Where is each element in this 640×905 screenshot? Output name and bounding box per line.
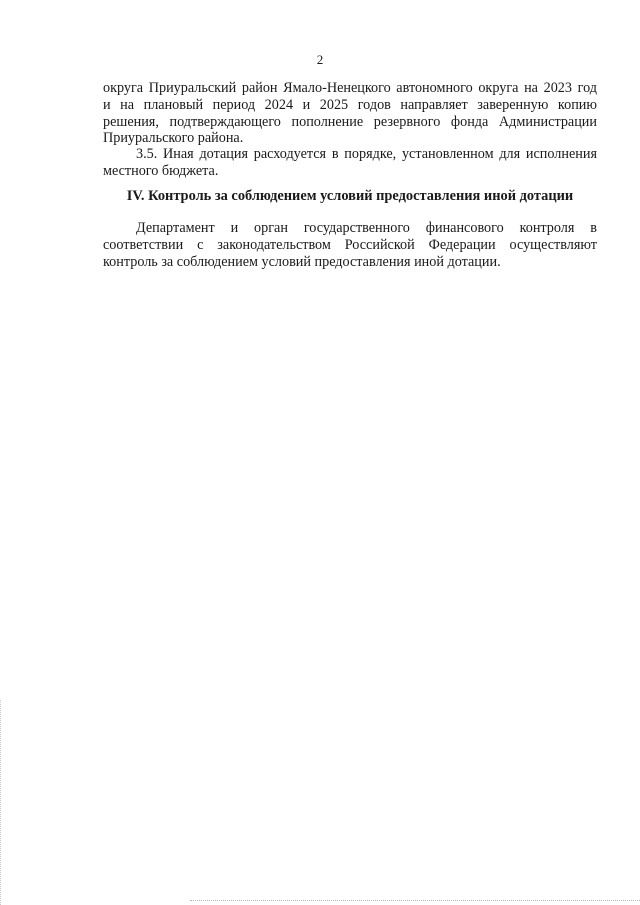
paragraph-line: 3.5. Иная дотация расходуется в порядке, установленном для исполнения [136, 146, 597, 162]
paragraph-3-5 [103, 146, 597, 180]
section-heading: IV. Контроль за соблюдением условий предоставления иной дотации [126, 188, 574, 204]
scan-edge-bottom [190, 900, 640, 903]
paragraph-line: соответствии с законодательством Российской Федерации осуществляют [103, 236, 597, 253]
paragraph-reserve-fund [103, 80, 597, 147]
paragraph-line: решения, подтверждающего пополнение резервного фонда Администрации [103, 113, 597, 130]
paragraph-line: контроль за соблюдением условий предоставления иной дотации. [103, 253, 501, 270]
paragraph-line: округа Приуральский район Ямало-Ненецкого автономного округа на 2023 год [103, 80, 597, 96]
paragraph-line: Департамент и орган государственного финансового контроля в [136, 220, 597, 236]
scan-edge-left [0, 700, 3, 905]
paragraph-line: и на плановый период 2024 и 2025 годов направляет заверенную копию [103, 96, 597, 113]
paragraph-line: местного бюджета. [103, 163, 219, 179]
paragraph-line: Приуральского района. [103, 130, 244, 147]
paragraph-control [103, 220, 597, 270]
page-number: 2 [316, 52, 324, 67]
